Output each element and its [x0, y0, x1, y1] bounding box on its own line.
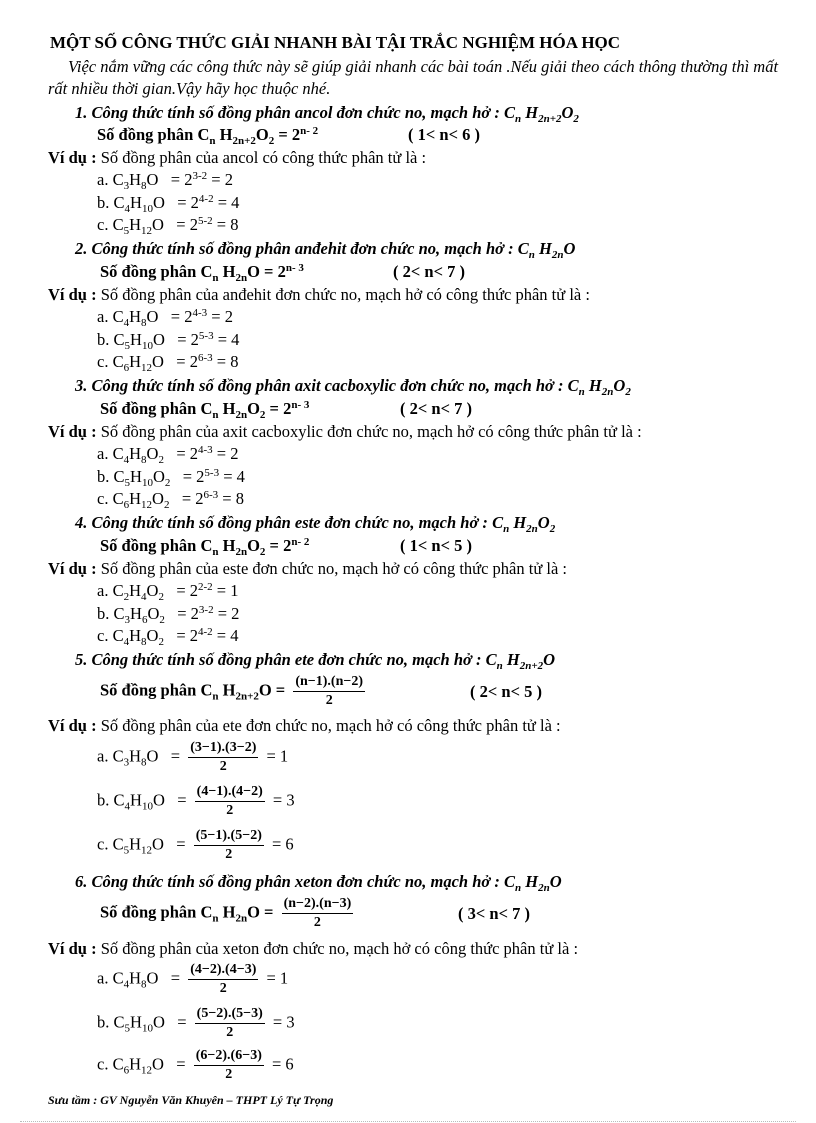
section-6-formula: Số đồng phân $C_n$ $H_{2n}O$ = $\frac{(n-2).(n-3)}{2}$ [100, 896, 352, 930]
section-6-item-a: a. $C_4H_8O$ = $\frac{(4-2).(4-3)}{2}$ = 1 [97, 962, 289, 996]
section-2-item-a: a. $C_4H_8O = 2^{4-3} = 2$ [97, 307, 233, 329]
section-3-formula: Số đồng phân $C_n$ $H_{2n}O_2 = 2^{n- 3}$ [100, 399, 310, 421]
section-6-item-c: c. $C_6H_{12}O$ = $\frac{(6-2).(6-3)}{2}$ = 6 [97, 1048, 294, 1082]
section-1-item-c: c. $C_5H_{12}O = 2^{5-2} = 8$ [97, 215, 239, 237]
section-1-item-a: a. $C_3H_8O = 2^{3-2} = 2$ [97, 170, 233, 192]
section-2-heading: 2. Công thức tính số đồng phân anđehit đơn chức no, mạch hở : $C_n$ $H_{2n}O$ [75, 239, 576, 261]
section-2-condition: ( 2< n< 7 ) [393, 262, 465, 281]
section-1-condition: ( 1< n< 6 ) [408, 125, 480, 144]
section-6-fraction: $\frac{(n-2).(n-3)}{2}$ [283, 896, 352, 930]
section-2-formula: Số đồng phân $C_n$ $H_{2n}O = 2^{n- 3}$ [100, 262, 304, 284]
section-4-heading: 4. Công thức tính số đồng phân este đơn chức no, mạch hở : $C_n$ $H_{2n}O_2$ [75, 513, 556, 535]
section-3-item-b: b. $C_5H_{10}O_2 = 2^{5-3} = 4$ [97, 467, 245, 489]
section-2-item-b: b. $C_5H_{10}O = 2^{5-3} = 4$ [97, 330, 240, 352]
footer-credit: Sưu tầm : GV Nguyễn Văn Khuyên – THPT Lý Tự Trọng [48, 1093, 334, 1107]
section-2-item-c: c. $C_6H_{12}O = 2^{6-3} = 8$ [97, 352, 239, 374]
section-2-example: Ví dụ : Số đồng phân của anđehit đơn chức no, mạch hở có công thức phân tử là : [48, 285, 590, 304]
section-4-item-c: c. $C_4H_8O_2 = 2^{4-2} = 4$ [97, 626, 239, 648]
section-3-condition: ( 2< n< 7 ) [400, 399, 472, 418]
section-3-item-c: c. $C_6H_{12}O_2 = 2^{6-3} = 8$ [97, 489, 244, 511]
section-6-heading: 6. Công thức tính số đồng phân xeton đơn chức no, mạch hở : $C_n$ $H_{2n}O$ [75, 872, 562, 894]
section-1-heading: 1. Công thức tính số đồng phân ancol đơn chức no, mạch hở : $C_n$ $H_{2n+2}O_2$ [75, 103, 579, 125]
section-4-condition: ( 1< n< 5 ) [400, 536, 472, 555]
section-3-example: Ví dụ : Số đồng phân của axit cacboxylic đơn chức no, mạch hở có công thức phân tử là : [48, 422, 642, 441]
section-4-formula: Số đồng phân $C_n$ $H_{2n}O_2 = 2^{n- 2}$ [100, 536, 310, 558]
section-1-item-b: b. $C_4H_{10}O = 2^{4-2} = 4$ [97, 193, 240, 215]
section-1-example: Ví dụ : Số đồng phân của ancol có công thức phân tử là : [48, 148, 427, 167]
section-4-item-a: a. $C_2H_4O_2 = 2^{2-2} = 1$ [97, 581, 239, 603]
document-title: MỘT SỐ CÔNG THỨC GIẢI NHANH BÀI TẬI TRẮC NGHIỆM HÓA HỌC [50, 33, 621, 52]
section-1-formula: Số đồng phân $C_n$ $H_{2n+2}O_2 = 2^{n- 2}$ [97, 125, 319, 147]
section-5-item-c: c. $C_5H_{12}O$ = $\frac{(5-1).(5-2)}{2}$ = 6 [97, 828, 294, 862]
section-5-heading: 5. Công thức tính số đồng phân ete đơn chức no, mạch hở : $C_n$ $H_{2n+2}O$ [75, 650, 556, 672]
section-6-example: Ví dụ : Số đồng phân của xeton đơn chức no, mạch hở có công thức phân tử là : [48, 939, 579, 958]
section-3-heading: 3. Công thức tính số đồng phân axit cacboxylic đơn chức no, mạch hở : $C_n$ $H_{2n}O_2$ [75, 376, 631, 398]
section-6-item-b: b. $C_5H_{10}O$ = $\frac{(5-2).(5-3)}{2}$ = 3 [97, 1006, 295, 1040]
section-6-condition: ( 3< n< 7 ) [458, 904, 530, 923]
section-4-example: Ví dụ : Số đồng phân của este đơn chức no, mạch hở có công thức phân tử là : [48, 559, 568, 578]
section-5-item-b: b. $C_4H_{10}O$ = $\frac{(4-1).(4-2)}{2}$ = 3 [97, 784, 295, 818]
section-3-item-a: a. $C_4H_8O_2 = 2^{4-3} = 2$ [97, 444, 239, 466]
section-4-item-b: b. $C_3H_6O_2 = 2^{3-2} = 2$ [97, 604, 240, 626]
section-5-formula: Số đồng phân $C_n$ $H_{2n+2}O$ = $\frac{(n-1).(n-2)}{2}$ [100, 674, 364, 708]
section-5-fraction: $\frac{(n-1).(n-2)}{2}$ [295, 674, 364, 708]
footer-divider [20, 1121, 796, 1122]
section-5-item-a: a. $C_3H_8O$ = $\frac{(3-1).(3-2)}{2}$ = 1 [97, 740, 289, 774]
intro-paragraph: Việc nắm vững các công thức này sẽ giúp giải nhanh các bài toán .Nếu giải theo cách thông thường thì mất rất nhiều thời gian.Vậy hãy học thuộc nhé. [48, 57, 779, 98]
section-5-example: Ví dụ : Số đồng phân của ete đơn chức no, mạch hở có công thức phân tử là : [48, 716, 561, 735]
section-5-condition: ( 2< n< 5 ) [470, 682, 542, 701]
